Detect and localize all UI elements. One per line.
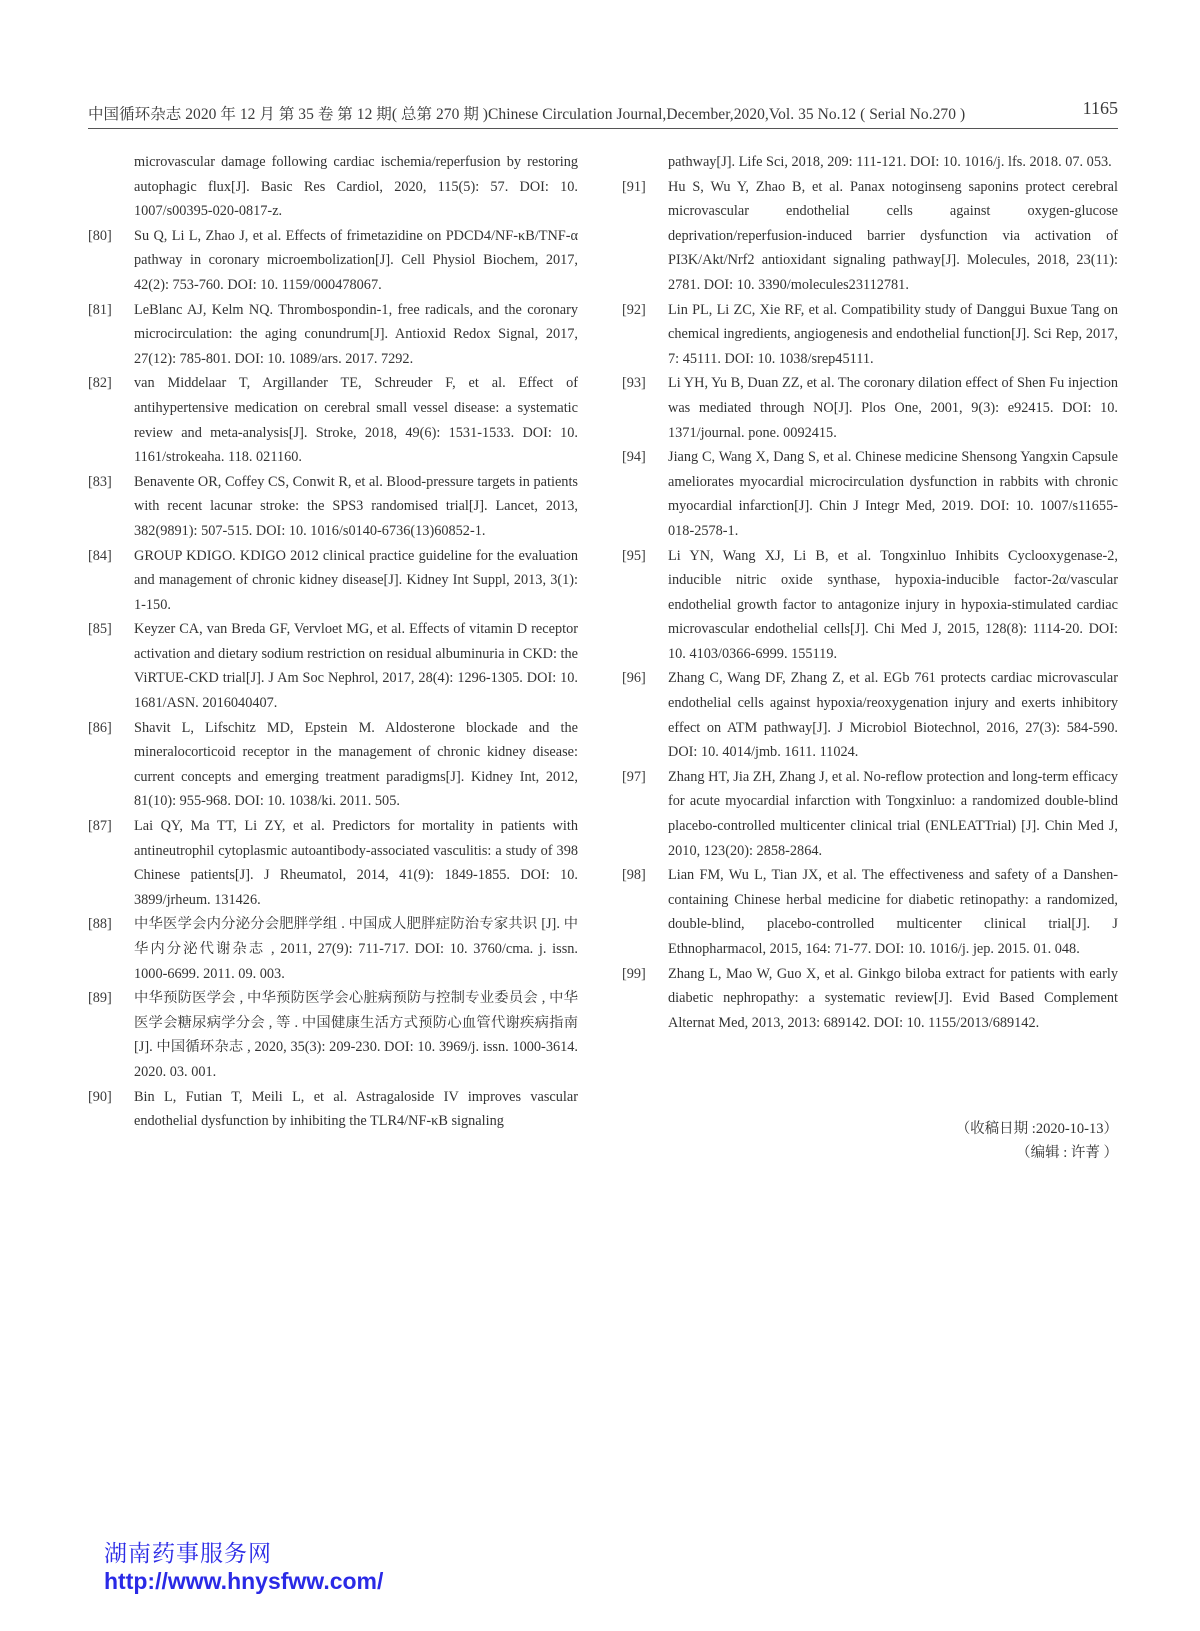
reference-text: 中华医学会内分泌分会肥胖学组 . 中国成人肥胖症防治专家共识 [J]. 中华内分泌代谢杂志 , 2011, 27(9): 711-717. DOI: 10. 3760/cma. j. issn. 1000-6699. 2011. 09. 003.: [134, 916, 578, 982]
page-number: 1165: [1082, 98, 1118, 118]
reference-text: Lian FM, Wu L, Tian JX, et al. The effectiveness and safety of a Danshen-containing Chinese herbal medicine for diabetic retinopathy: a randomized, double-blind, placebo-controlled multicenter clinical trial[J]. J Ethnopharmacol, 2015, 164: 71-77. DOI: 10. 1016/j. jep. 2015. 01. 048.: [668, 867, 1118, 957]
reference-item: [88, 224, 578, 298]
reference-number: [94]: [622, 449, 646, 466]
reference-text: 中华预防医学会 , 中华预防医学会心脏病预防与控制专业委员会 , 中华医学会糖尿病学分会 , 等 . 中国健康生活方式预防心血管代谢疾病指南 [J]. 中国循环杂志 , 2020, 35(3): 209-230. DOI: 10. 3969/j. issn. 1000-3614. 2020. 03. 001.: [134, 990, 578, 1080]
reference-text: Li YH, Yu B, Duan ZZ, et al. The coronary dilation effect of Shen Fu injection was mediated through NO[J]. Plos One, 2001, 9(3): e92415. DOI: 10. 1371/journal. pone. 0092415.: [668, 375, 1118, 441]
running-title: 中国循环杂志 2020 年 12 月 第 35 卷 第 12 期( 总第 270 期 )Chinese Circulation Journal,December,2020,Vol. 35 No.12 ( Serial No.270 ): [88, 106, 966, 123]
reference-item: [88, 814, 578, 912]
reference-number: [87]: [88, 818, 112, 835]
reference-text: pathway[J]. Life Sci, 2018, 209: 111-121. DOI: 10. 1016/j. lfs. 2018. 07. 053.: [668, 154, 1112, 170]
reference-number: [82]: [88, 375, 112, 392]
reference-text: Li YN, Wang XJ, Li B, et al. Tongxinluo Inhibits Cyclooxygenase-2, inducible nitric oxide synthase, hypoxia-inducible factor-2α/vascular endothelial growth factor to antagonize injury in hypoxia-stimulated cardiac microvascular endothelial cells[J]. Chi Med J, 2015, 128(8): 1114-20. DOI: 10. 4103/0366-6999. 155119.: [668, 547, 1118, 662]
reference-number: [98]: [622, 867, 646, 884]
editor-line: （编辑 : 许菁 ）: [1016, 1145, 1118, 1161]
reference-item: [88, 150, 578, 224]
reference-item: [622, 666, 1118, 764]
reference-item: [88, 716, 578, 814]
reference-text: Zhang HT, Jia ZH, Zhang J, et al. No-reflow protection and long-term efficacy for acute myocardial infarction with Tongxinluo: a randomized double-blind placebo-controlled multicenter clinical trial (ENLEATTrial) [J]. Chin Med J, 2010, 123(20): 2858-2864.: [668, 768, 1118, 859]
reference-text: LeBlanc AJ, Kelm NQ. Thrombospondin-1, free radicals, and the coronary microcirculation: the aging conundrum[J]. Antioxid Redox Signal, 2017, 27(12): 785-801. DOI: 10. 1089/ars. 2017. 7292.: [134, 301, 578, 367]
reference-text: Keyzer CA, van Breda GF, Vervloet MG, et al. Effects of vitamin D receptor activation and dietary sodium restriction on residual albuminuria in CKD: the ViRTUE-CKD trial[J]. J Am Soc Nephrol, 2017, 28(4): 1296-1305. DOI: 10. 1681/ASN. 2016040407.: [134, 621, 578, 712]
reference-number: [90]: [88, 1088, 112, 1105]
reference-item: [622, 298, 1118, 372]
reference-text: Su Q, Li L, Zhao J, et al. Effects of frimetazidine on PDCD4/NF-κB/TNF-α pathway in coronary microembolization[J]. Cell Physiol Biochem, 2017, 42(2): 753-760. DOI: 10. 1159/000478067.: [134, 227, 578, 293]
reference-number: [92]: [622, 301, 646, 318]
reference-text: Zhang C, Wang DF, Zhang Z, et al. EGb 761 protects cardiac microvascular endothelial cells against hypoxia/reoxygenation injury and exerts inhibitory effect on ATM pathway[J]. J Microbiol Biotechnol, 2016, 27(3): 584-590. DOI: 10. 4014/jmb. 1611. 11024.: [668, 670, 1118, 761]
reference-text: Jiang C, Wang X, Dang S, et al. Chinese medicine Shensong Yangxin Capsule ameliorates myocardial microcirculation dysfunction in rabbits with chronic myocardial infarction[J]. Chin J Integr Med, 2019. DOI: 10. 1007/s11655-018-2578-1.: [668, 449, 1118, 539]
reference-text: Hu S, Wu Y, Zhao B, et al. Panax notoginseng saponins protect cerebral microvascular endothelial cells against oxygen-glucose deprivation/reperfusion-induced barrier dysfunction via activation of PI3K/Akt/Nrf2 antioxidant signaling pathway[J]. Molecules, 2018, 23(11): 2781. DOI: 10. 3390/molecules23112781.: [668, 178, 1118, 293]
reference-number: [88]: [88, 916, 112, 933]
reference-text: Benavente OR, Coffey CS, Conwit R, et al. Blood-pressure targets in patients with recent lacunar stroke: the SPS3 randomised trial[J]. Lancet, 2013, 382(9891): 507-515. DOI: 10. 1016/s0140-6736(13)60852-1.: [134, 473, 578, 539]
reference-number: [96]: [622, 670, 646, 687]
reference-item: [88, 298, 578, 372]
reference-item: [622, 544, 1118, 667]
reference-number: [89]: [88, 990, 112, 1007]
reference-text: Zhang L, Mao W, Guo X, et al. Ginkgo biloba extract for patients with early diabetic nephropathy: a systematic review[J]. Evid Based Complement Alternat Med, 2013, 2013: 689142. DOI: 10. 1155/2013/689142.: [668, 965, 1118, 1031]
reference-number: [91]: [622, 178, 646, 195]
reference-text: microvascular damage following cardiac ischemia/reperfusion by restoring autophagic flux[J]. Basic Res Cardiol, 2020, 115(5): 57. DOI: 10. 1007/s00395-020-0817-z.: [134, 154, 578, 220]
watermark: [104, 1535, 383, 1595]
reference-text: Lin PL, Li ZC, Xie RF, et al. Compatibility study of Danggui Buxue Tang on chemical ingredients, angiogenesis and endothelial function[J]. Sci Rep, 2017, 7: 45111. DOI: 10. 1038/srep45111.: [668, 301, 1118, 367]
right-column: [622, 150, 1118, 1035]
reference-item: [622, 765, 1118, 863]
reference-item: [88, 1085, 578, 1134]
reference-number: [81]: [88, 301, 112, 318]
reference-item: [88, 470, 578, 544]
reference-item: [622, 863, 1118, 961]
watermark-url[interactable]: http://www.hnysfww.com/: [104, 1568, 384, 1594]
reference-number: [93]: [622, 375, 646, 392]
reference-item: [88, 371, 578, 469]
left-column: [88, 150, 578, 1134]
reference-number: [80]: [88, 227, 112, 244]
reference-text: Shavit L, Lifschitz MD, Epstein M. Aldosterone blockade and the mineralocorticoid receptor in the management of chronic kidney disease: current concepts and emerging treatment paradigms[J]. Kidney Int, 2012, 81(10): 955-968. DOI: 10. 1038/ki. 2011. 505.: [134, 719, 578, 810]
reference-item: [622, 445, 1118, 543]
received-info: [956, 1117, 1118, 1165]
reference-item: [88, 912, 578, 986]
watermark-site-name: 湖南药事服务网: [104, 1541, 272, 1567]
reference-number: [99]: [622, 965, 646, 982]
reference-number: [84]: [88, 547, 112, 564]
reference-item: [622, 962, 1118, 1036]
running-header: [88, 98, 1118, 129]
reference-number: [83]: [88, 473, 112, 490]
reference-number: [97]: [622, 768, 646, 785]
reference-item: [622, 371, 1118, 445]
reference-text: GROUP KDIGO. KDIGO 2012 clinical practice guideline for the evaluation and management of chronic kidney disease[J]. Kidney Int Suppl, 2013, 3(1): 1-150.: [134, 547, 578, 613]
reference-item: [88, 986, 578, 1084]
reference-item: [622, 175, 1118, 298]
reference-number: [86]: [88, 719, 112, 736]
reference-item: [622, 150, 1118, 175]
reference-item: [88, 617, 578, 715]
reference-text: Bin L, Futian T, Meili L, et al. Astragaloside IV improves vascular endothelial dysfunction by inhibiting the TLR4/NF-κB signaling: [134, 1088, 578, 1130]
received-date: （收稿日期 :2020-10-13）: [955, 1121, 1118, 1137]
reference-text: van Middelaar T, Argillander TE, Schreuder F, et al. Effect of antihypertensive medication on cerebral small vessel disease: a systematic review and meta-analysis[J]. Stroke, 2018, 49(6): 1531-1533. DOI: 10. 1161/strokeaha. 118. 021160.: [134, 375, 578, 466]
reference-number: [95]: [622, 547, 646, 564]
reference-item: [88, 544, 578, 618]
reference-number: [85]: [88, 621, 112, 638]
reference-text: Lai QY, Ma TT, Li ZY, et al. Predictors for mortality in patients with antineutrophil cytoplasmic autoantibody-associated vasculitis: a study of 398 Chinese patients[J]. J Rheumatol, 2014, 41(9): 1849-1855. DOI: 10. 3899/jrheum. 131426.: [134, 818, 578, 908]
